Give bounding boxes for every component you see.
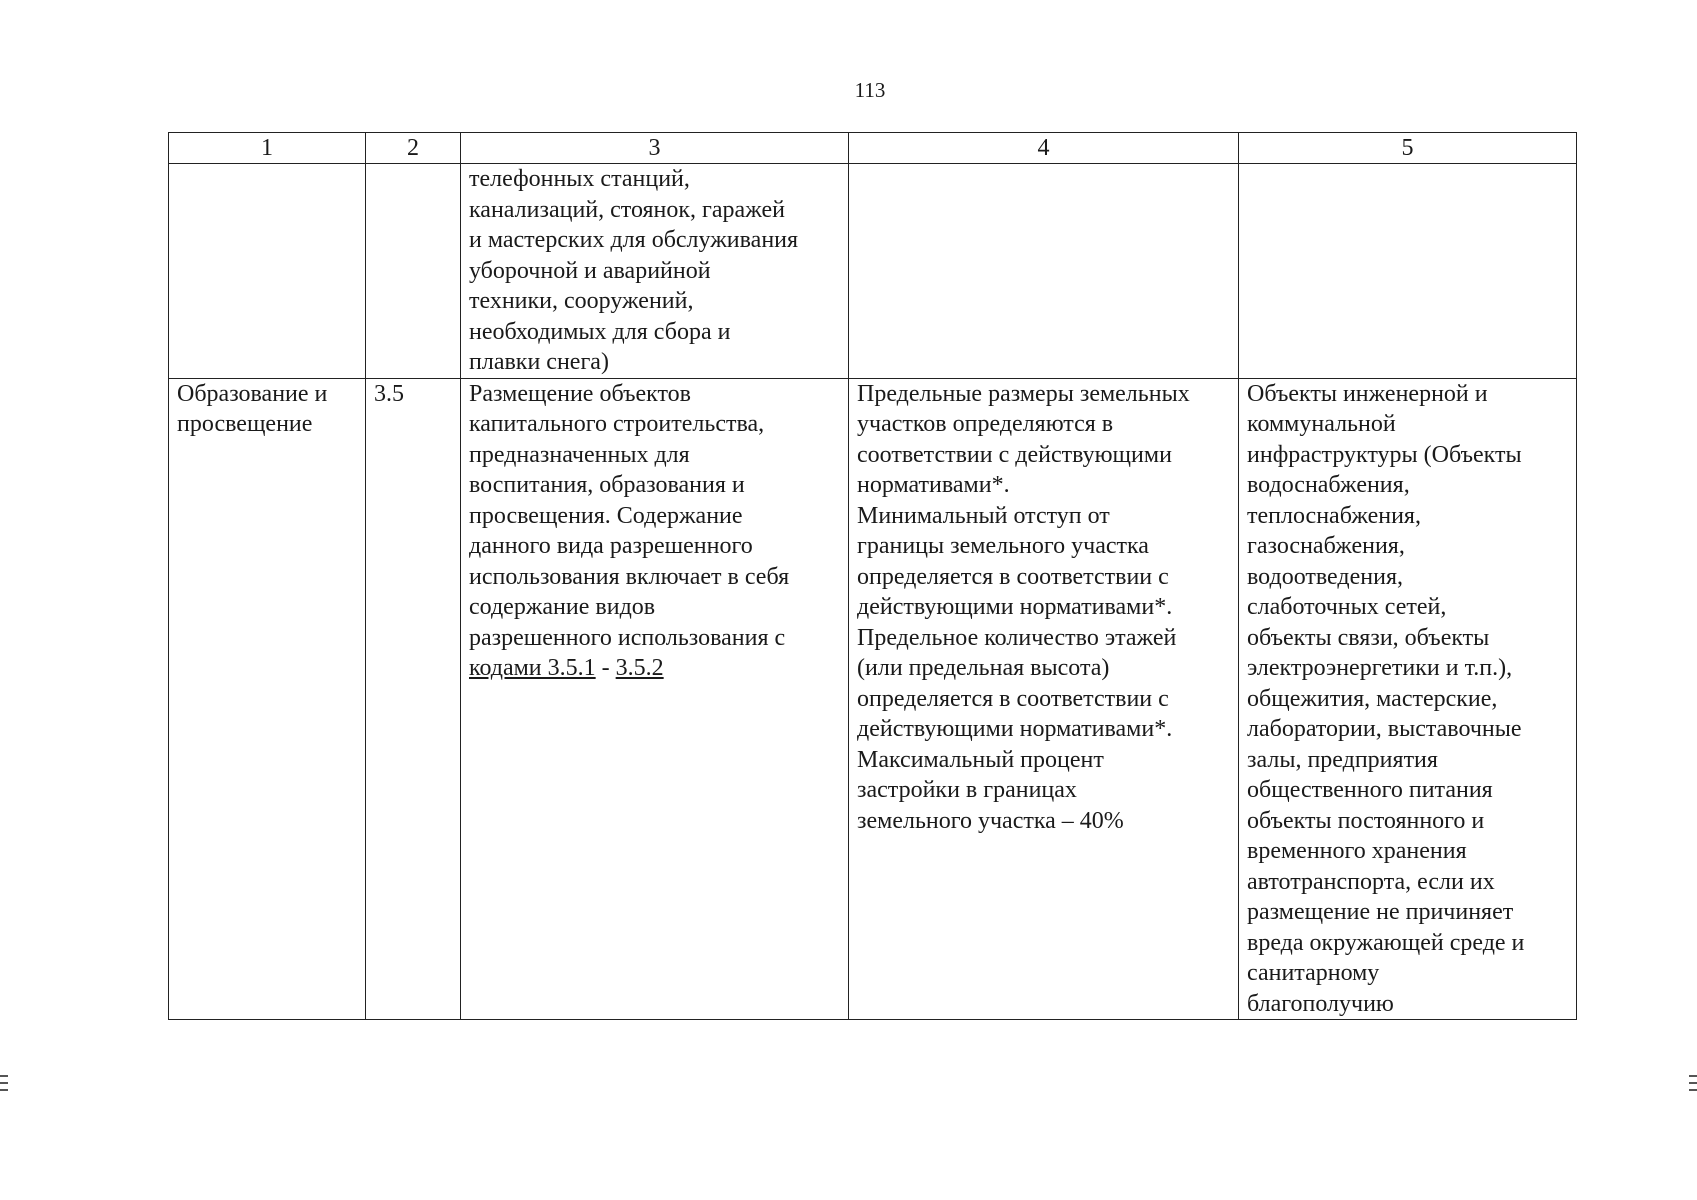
row2-auxiliary-uses: Объекты инженерной и коммунальной инфраструктуры (Объекты водоснабжения, теплоснабжения, газоснабжения, водоотведения, слаботочных сетей, объекты связи, объекты электроэнергетики и т.п.), общежития, мастерские, лаборатории, выставочные залы, предприятия общественного питания объекты постоянного и временного хранения автотранспорта, если их размещение не причиняет вреда окружающей среде и санитарному благополучию: [1239, 378, 1577, 1020]
row2-parameters: Предельные размеры земельных участков определяются в соответствии с действующими нормативами*. Минимальный отступ от границы земельного участка определяется в соответствии с действующими нормативами*. Предельное количество этажей (или предельная высота) определяется в соответствии с действующими нормативами*. Максимальный процент застройки в границах земельного участка – 40%: [849, 378, 1239, 1020]
code-separator: -: [595, 655, 616, 681]
land-use-table: [168, 132, 1577, 1020]
right-binding-mark: [1689, 1075, 1697, 1091]
page-number: 113: [854, 78, 886, 102]
row2-use-name: Образование и просвещение: [169, 378, 366, 1020]
table-row-continuation: [169, 164, 1577, 379]
column-header-5: 5: [1239, 133, 1577, 164]
table-row-education: [169, 378, 1577, 1020]
row1-parameters: [849, 164, 1239, 379]
row1-code: [366, 164, 461, 379]
row2-description-text: Размещение объектов капитального строительства, предназначенных для воспитания, образования и просвещения. Содержание данного вида разрешенного использования включает в себя содержание видов разрешенного использования с: [469, 380, 790, 651]
row1-auxiliary-uses: [1239, 164, 1577, 379]
row1-description: телефонных станций, канализаций, стоянок, гаражей и мастерских для обслуживания уборочной и аварийной техники, сооружений, необходимых для сбора и плавки снега): [461, 164, 849, 379]
row2-code: 3.5: [366, 378, 461, 1020]
column-header-4: 4: [849, 133, 1239, 164]
code-link-3-5-1[interactable]: кодами 3.5.1: [469, 655, 596, 681]
row2-description: [461, 378, 849, 1020]
column-header-1: 1: [169, 133, 366, 164]
left-binding-mark: [0, 1075, 8, 1091]
row1-use-name: [169, 164, 366, 379]
code-link-3-5-2[interactable]: 3.5.2: [615, 655, 664, 681]
table-header-row: [169, 133, 1577, 164]
column-header-2: 2: [366, 133, 461, 164]
column-header-3: 3: [461, 133, 849, 164]
